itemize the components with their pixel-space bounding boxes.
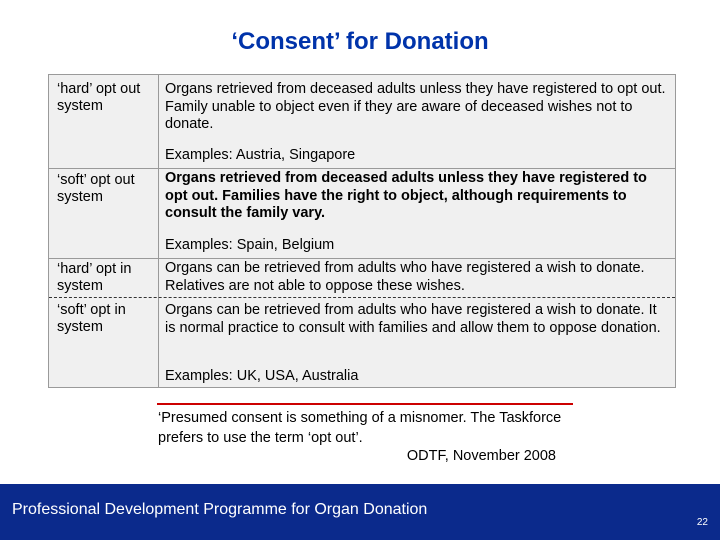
footer-bar — [0, 484, 720, 540]
row-label-soft-opt-in: ‘soft’ opt in system — [57, 302, 126, 335]
row-label-hard-opt-out: ‘hard’ opt out system — [57, 81, 141, 114]
row-label-hard-opt-in: ‘hard’ opt in system — [57, 261, 132, 294]
row-divider — [49, 168, 675, 169]
row-text-hard-opt-in: Organs can be retrieved from adults who have registered a wish to donate. Relatives are not able to oppose these wishes. — [165, 260, 645, 294]
examples-soft-opt-in: Examples: UK, USA, Australia — [165, 368, 359, 384]
quote-text: ‘Presumed consent is something of a misnomer. The Taskforce prefers to use the term ‘opt out’. — [158, 410, 562, 446]
consent-table — [48, 74, 676, 388]
page-number: 22 — [696, 517, 708, 528]
page-title: ‘Consent’ for Donation — [231, 28, 489, 55]
row-text-hard-opt-out: Organs retrieved from deceased adults unless they have registered to opt out. Family unable to object even if they are aware of deceased wishes not to donate. — [165, 81, 666, 132]
footer-title: Professional Development Programme for Organ Donation — [12, 501, 428, 518]
examples-soft-opt-out: Examples: Spain, Belgium — [165, 237, 335, 253]
row-text-soft-opt-out: Organs retrieved from deceased adults unless they have registered to opt out. Families have the right to object, although requirements to consult the family vary. — [165, 170, 647, 221]
row-label-soft-opt-out: ‘soft’ opt out system — [57, 172, 135, 205]
quote-attribution: ODTF, November 2008 — [406, 448, 556, 464]
quote-divider — [157, 403, 573, 405]
row-divider — [49, 258, 675, 259]
row-text-soft-opt-in: Organs can be retrieved from adults who have registered a wish to donate. It is normal practice to consult with families and allow them to oppose donation. — [165, 302, 661, 336]
row-divider-dashed — [49, 297, 675, 298]
examples-hard-opt-out: Examples: Austria, Singapore — [165, 147, 356, 163]
